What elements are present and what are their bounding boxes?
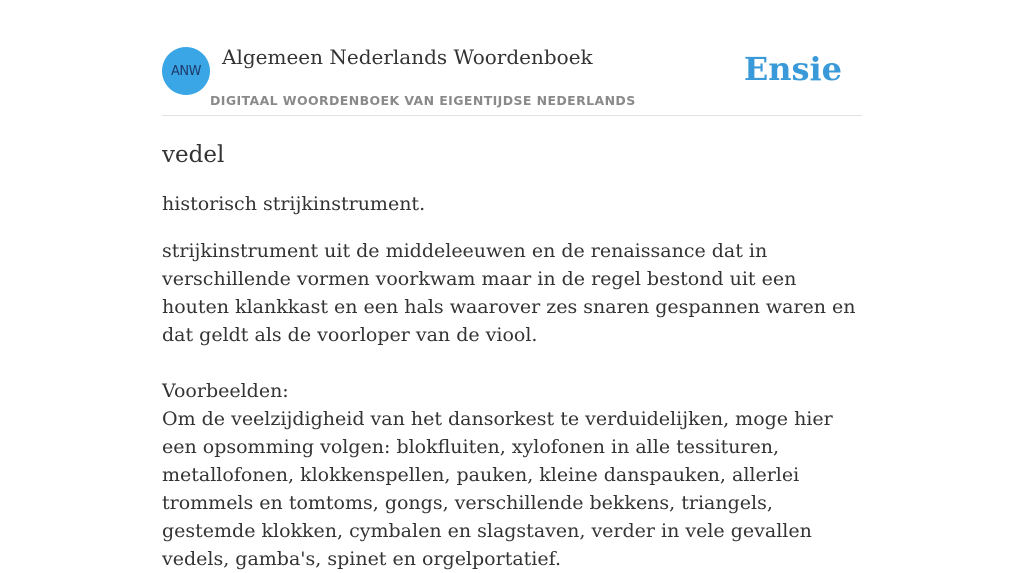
source-title[interactable]: Algemeen Nederlands Woordenboek [222,45,593,69]
source-subtitle: DIGITAAL WOORDENBOEK VAN EIGENTIJDSE NEDERLANDS [210,93,636,108]
short-definition: historisch strijkinstrument. [162,193,426,215]
example-text: Om de veelzijdigheid van het dansorkest te verduidelijken, moge hier een opsomming volgen: blokfluiten, xylofonen in alle tessituren, metallofonen, klokkenspellen, pauken, kleine danspauken, allerlei trommels en tomtoms, gongs, verschillende bekkens, triangels, gestemde klokken, cymbalen en slagstaven, verder in vele gevallen vedels, gamba's, spinet en orgelportatief. [162,408,833,570]
long-definition: strijkinstrument uit de middeleeuwen en de renaissance dat in verschillende vormen voorkwam maar in de regel bestond uit een houten klankkast en een hals waarover zes snaren gespannen waren en dat geldt als de voorloper van de viool. [162,240,856,346]
ensie-brand-logo[interactable]: Ensie [743,50,842,88]
entry-word: vedel [162,142,225,168]
anw-logo[interactable] [162,47,210,95]
header [162,0,862,116]
anw-logo-text: ANW [171,63,201,79]
examples-label: Voorbeelden: [162,380,289,402]
entry-content [162,140,862,573]
